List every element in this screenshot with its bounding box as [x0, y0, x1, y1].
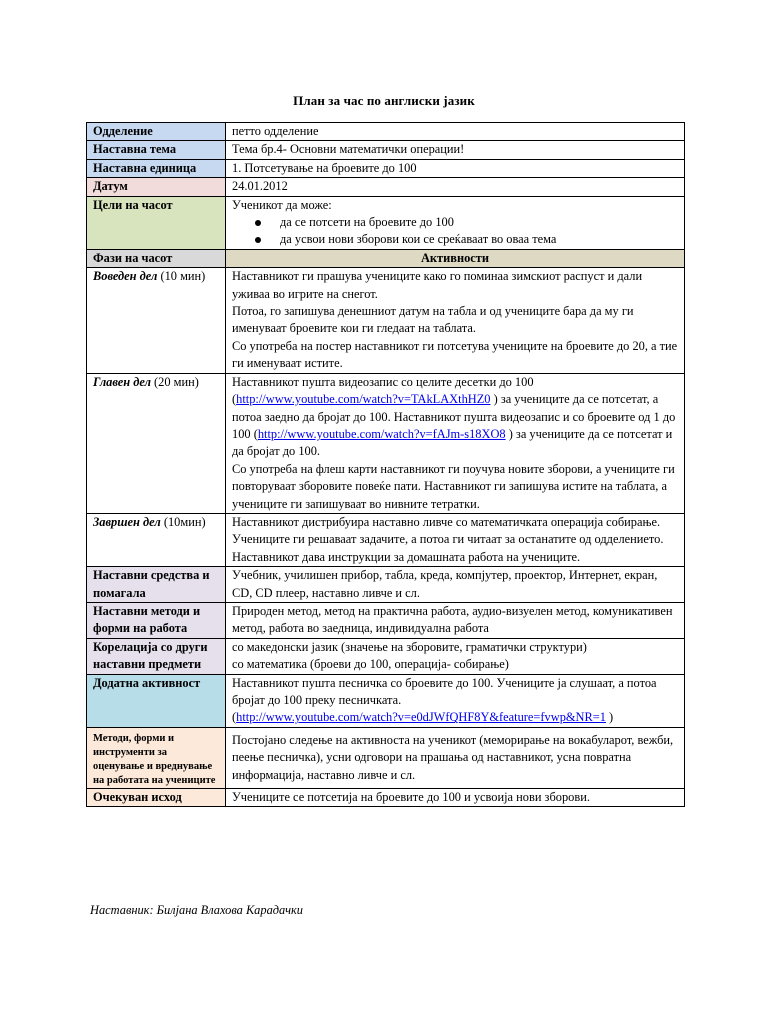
phase-main-duration: (20 мин): [154, 374, 199, 389]
phase-main-text-3: за учениците да се потсетат и да бројат до 100.: [232, 426, 673, 459]
phase-intro-line: Наставникот ги прашува учениците како го поминаа зимскиот распуст и дали уживаа во игрите на снегот.: [232, 269, 643, 301]
phase-intro-line: Потоа, го запишува денешниот датум на табла и од учениците бара да му ги именуваат броевите кои ги гледаат на таблата.: [232, 304, 634, 336]
header-phases: Фази на часот: [87, 249, 226, 267]
label-correlation: Корелација со други наставни предмети: [87, 638, 226, 674]
row-assessment: [87, 727, 685, 788]
phase-final-duration: (10мин): [163, 514, 206, 529]
value-assessment: Постојано следење на активноста на ученикот (меморирање на вокабуларот, вежби, пеење песничка), усни одговори на прашања од наставникот, усна повратна информација, наставно ливче и сл.: [226, 727, 685, 788]
label-resources: Наставни средства и помагала: [87, 567, 226, 603]
row-methods: [87, 602, 685, 638]
value-grade: петто одделение: [226, 123, 685, 141]
label-phase-intro: [87, 268, 226, 373]
row-phases-header: [87, 249, 685, 267]
correlation-line: со македонски јазик (значење на зборовите, граматички структури): [232, 639, 587, 654]
link-close-paren: ): [609, 710, 614, 725]
label-grade: Одделение: [87, 123, 226, 141]
link-open-paren: (: [232, 710, 237, 725]
goals-list: [232, 214, 678, 249]
phase-main-paragraph: Наставникот пушта видеозапис со целите десетки до 100 (http://www.youtube.com/watch?v=TAkLAXthHZ0 ) за учениците да се потсетат, а потоа заедно да бројат до 100. Наставникот пушта видеозапис и со броевите од 1 до 100 (http://www.youtube.com/watch?v=fAJm-s18XO8 ) за учениците да се потсетат и да бројат до 100.: [232, 374, 676, 459]
label-phase-final: [87, 513, 226, 566]
correlation-line: со математика (броеви до 100, операција- собирање): [232, 657, 509, 672]
teacher-signature: Наставник: Билјана Влахова Карадачки: [90, 903, 303, 917]
phase-intro-duration: (10 мин): [160, 269, 206, 284]
video-link-numbers[interactable]: http://www.youtube.com/watch?v=fAJm-s18XO8: [257, 426, 506, 441]
label-methods: Наставни методи и форми на работа: [87, 602, 226, 638]
goals-intro: Ученикот да може:: [232, 197, 332, 212]
row-goals: [87, 196, 685, 249]
phase-intro-name: Воведен дел: [93, 269, 158, 284]
row-unit: [87, 159, 685, 177]
value-resources: Учебник, училишен прибор, табла, креда, компјутер, проектор, Интернет, екран, CD, CD плеер, наставно ливче и сл.: [226, 567, 685, 603]
song-link[interactable]: http://www.youtube.com/watch?v=e0dJWfQHF8Y&feature=fvwp&NR=1: [236, 710, 606, 725]
label-goals: Цели на часот: [87, 196, 226, 249]
row-extra: [87, 674, 685, 727]
label-outcome: Очекуван исход: [87, 788, 226, 806]
phase-final-name: Завршен дел: [93, 514, 161, 529]
row-grade: [87, 123, 685, 141]
value-goals: [226, 196, 685, 249]
value-methods: Природен метод, метод на практична работа, аудио-визуелен метод, комуникативен метод, работа во заедница, индивидуална работа: [226, 602, 685, 638]
label-topic: Наставна тема: [87, 141, 226, 159]
value-unit: 1. Потсетување на броевите до 100: [226, 159, 685, 177]
lesson-plan-table: [86, 122, 685, 807]
row-date: [87, 178, 685, 196]
value-extra: [226, 674, 685, 727]
value-topic: Тема бр.4- Основни математички операции!: [226, 141, 685, 159]
label-phase-main: [87, 373, 226, 513]
header-activities: Активности: [226, 249, 685, 267]
row-phase-main: [87, 373, 685, 513]
value-outcome: Учениците се потсетија на броевите до 100 и усвоија нови зборови.: [226, 788, 685, 806]
label-date: Датум: [87, 178, 226, 196]
phase-final-text-1: Наставникот дистрибуира наставно ливче со математичката операција собирање. Учениците ги решаваат задачите, а потоа ги читаат за останатите од одделението.: [232, 514, 664, 547]
value-date: 24.01.2012: [226, 178, 685, 196]
phase-main-text-2: за учениците да се потсетат, а потоа заедно да бројат до 100. Наставникот пушта видеозапис и со броевите од 1 до 100: [232, 392, 676, 441]
phase-final-text-2: Наставникот дава инструкции за домашната работа на учениците.: [232, 549, 581, 564]
value-phase-main: [226, 373, 685, 513]
phase-main-name: Главен дел: [93, 374, 151, 389]
phase-main-text-1: Наставникот пушта видеозапис со целите десетки до 100: [232, 374, 534, 389]
value-phase-final: [226, 513, 685, 566]
label-unit: Наставна единица: [87, 159, 226, 177]
video-link-tens[interactable]: http://www.youtube.com/watch?v=TAkLAXthHZ0: [236, 392, 491, 407]
row-resources: [87, 567, 685, 603]
phase-intro-line: Со употреба на постер наставникот ги потсетува учениците на броевите до 20, а тие ги именуваат истите.: [232, 338, 678, 371]
extra-link-line: [232, 709, 678, 726]
row-phase-final: [87, 513, 685, 566]
goal-item: да усвои нови зборови кои се среќаваат во оваа тема: [280, 231, 678, 248]
value-phase-intro: [226, 268, 685, 373]
label-extra: Додатна активност: [87, 674, 226, 727]
page-title: План за час по англиски јазик: [293, 93, 475, 108]
row-phase-intro: [87, 268, 685, 373]
label-assessment: Методи, форми и инструменти за оценување и вреднување на работата на учениците: [87, 727, 226, 788]
value-correlation: [226, 638, 685, 674]
row-outcome: [87, 788, 685, 806]
row-topic: [87, 141, 685, 159]
extra-text: Наставникот пушта песничка со броевите до 100. Учениците ја слушаат, а потоа бројат до 100 преку песничката.: [232, 675, 657, 707]
goal-item: да се потсети на броевите до 100: [280, 214, 678, 231]
phase-main-text-4: Со употреба на флеш карти наставникот ги поучува новите зборови, а учениците ги повторуваат зборовите повеќе пати. Наставникот ги запишува истите на таблата, а учениците ги запишуваат во нивните тетратки.: [232, 461, 675, 511]
row-correlation: [87, 638, 685, 674]
